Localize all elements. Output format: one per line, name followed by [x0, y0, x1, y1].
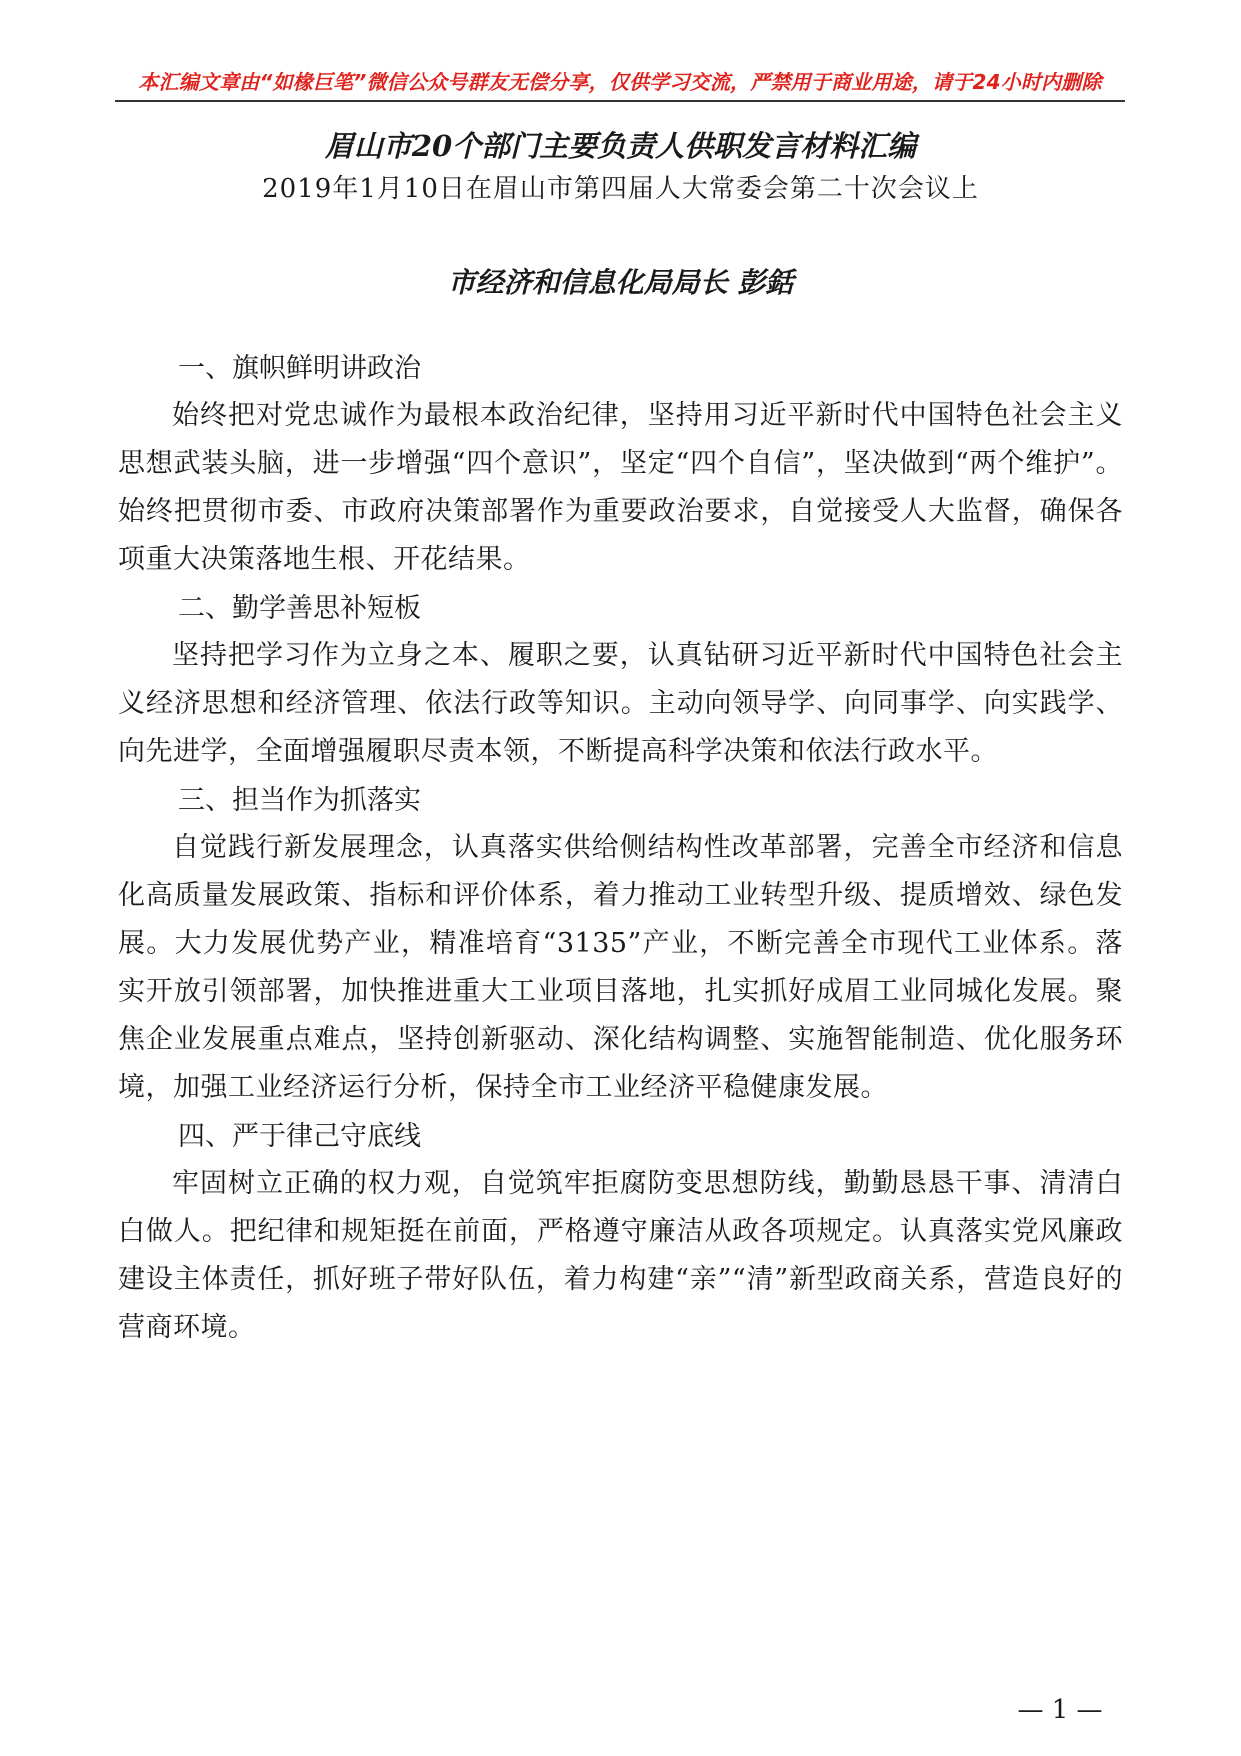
section-heading: 一、旗帜鲜明讲政治: [178, 353, 421, 384]
section-paragraph: 始终把对党忠诚作为最根本政治纪律，坚持用习近平新时代中国特色社会主义思想武装头脑，进一步增强“四个意识”，坚定“四个自信”，坚决做到“两个维护”。始终把贯彻市委、市政府决策部署作为重要政治要求，自觉接受人大监督，确保各项重大决策落地生根、开花结果。: [118, 400, 1123, 575]
page-number: — 1 —: [1017, 1695, 1103, 1725]
section-2: [118, 586, 1123, 776]
section-paragraph: 坚持把学习作为立身之本、履职之要，认真钻研习近平新时代中国特色社会主义经济思想和经济管理、依法行政等知识。主动向领导学、向同事学、向实践学、向先进学，全面增强履职尽责本领，不断提高科学决策和依法行政水平。: [118, 640, 1123, 767]
copyright-notice: 本汇编文章由“如椽巨笔”微信公众号群友无偿分享，仅供学习交流，严禁用于商业用途，请于24小时内删除: [138, 70, 1102, 94]
section-paragraph: 自觉践行新发展理念，认真落实供给侧结构性改革部署，完善全市经济和信息化高质量发展政策、指标和评价体系，着力推动工业转型升级、提质增效、绿色发展。大力发展优势产业，精准培育“3135”产业，不断完善全市现代工业体系。落实开放引领部署，加快推进重大工业项目落地，扎实抓好成眉工业同城化发展。聚焦企业发展重点难点，坚持创新驱动、深化结构调整、实施智能制造、优化服务环境，加强工业经济运行分析，保持全市工业经济平稳健康发展。: [118, 832, 1123, 1103]
section-heading: 二、勤学善思补短板: [178, 593, 421, 624]
section-heading: 三、担当作为抓落实: [178, 785, 421, 816]
speech-body: [118, 346, 1123, 1354]
section-heading: 四、严于律己守底线: [178, 1121, 421, 1152]
document-title: 眉山市20个部门主要负责人供职发言材料汇编: [324, 129, 917, 163]
section-3: [118, 778, 1123, 1112]
section-paragraph: 牢固树立正确的权力观，自觉筑牢拒腐防变思想防线，勤勤恳恳干事、清清白白做人。把纪律和规矩挺在前面，严格遵守廉洁从政各项规定。认真落实党风廉政建设主体责任，抓好班子带好队伍，着力构建“亲”“清”新型政商关系，营造良好的营商环境。: [118, 1168, 1123, 1343]
section-1: [118, 346, 1123, 584]
header-divider: [115, 100, 1125, 102]
section-4: [118, 1114, 1123, 1352]
speaker-title: 市经济和信息化局局长 彭銛: [447, 266, 794, 299]
document-subtitle: 2019年1月10日在眉山市第四届人大常委会第二十次会议上: [262, 174, 979, 204]
